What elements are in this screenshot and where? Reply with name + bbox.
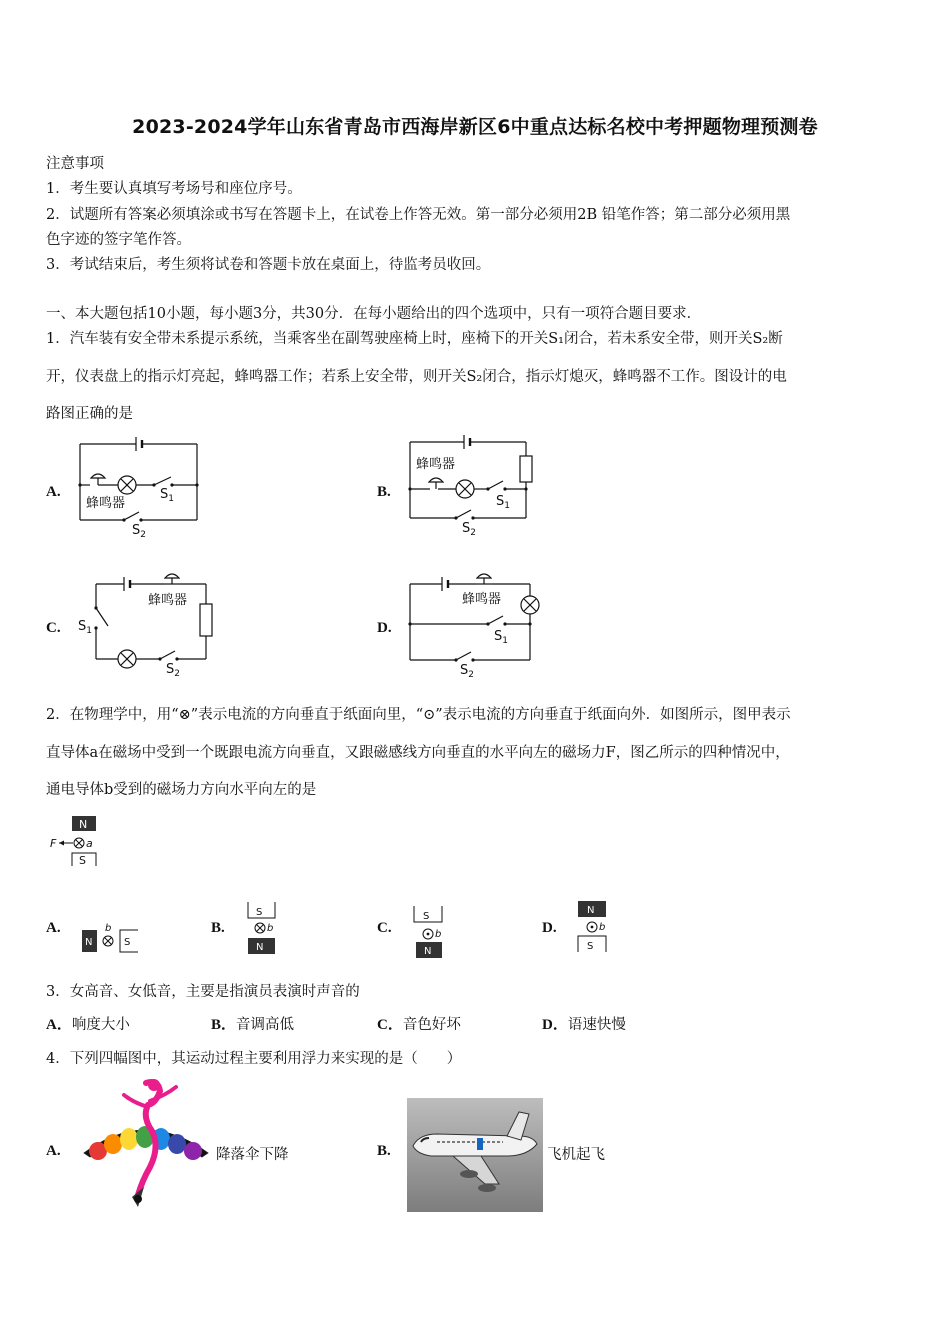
svg-text:S: S (124, 937, 131, 948)
q1-line-1: 1．汽车装有安全带未系提示系统，当乘客坐在副驾驶座椅上时，座椅下的开关S₁闭合，若未系安全带，则开关S₂断 (46, 331, 783, 347)
svg-text:N: N (85, 937, 93, 948)
notice-item-2: 2．试题所有答案必须填涂或书写在答题卡上，在试卷上作答无效。第一部分必须用2B 铅笔作答；第二部分必须用黑 (46, 207, 791, 223)
notice-item-1: 1．考生要认真填写考场号和座位序号。 (46, 181, 302, 197)
q2-option-d-figure (572, 898, 616, 956)
circuit-a-s1-label: $S_1$ (160, 487, 174, 504)
circuit-b-s2-label: $S_2$ (462, 521, 476, 538)
circuit-a-diagram (72, 432, 207, 540)
q2-option-b-figure (242, 898, 282, 958)
circuit-b-diagram (402, 432, 542, 540)
svg-text:b: b (267, 923, 274, 934)
svg-text:S: S (256, 907, 263, 918)
svg-text:N: N (79, 818, 88, 831)
svg-text:N: N (256, 942, 264, 953)
q4-option-b-caption: 飞机起飞 (547, 1147, 605, 1163)
parachute-photo (80, 1077, 212, 1213)
svg-text:F: F (50, 837, 57, 850)
q4-question: 4．下列四幅图中，其运动过程主要利用浮力来实现的是（ ） (46, 1051, 462, 1067)
q1-option-d-label: D. (377, 620, 392, 636)
q4-option-a-caption: 降落伞下降 (216, 1147, 289, 1163)
circuit-d-buzzer-label: 蜂鸣器 (462, 592, 502, 607)
circuit-b-buzzer-label: 蜂鸣器 (416, 457, 456, 472)
svg-text:S: S (587, 941, 594, 952)
q3-option-c: C．音色好坏 (377, 1017, 461, 1033)
q3-option-b: B．音调高低 (211, 1017, 295, 1033)
q2-line-1: 2．在物理学中，用“⊗”表示电流的方向垂直于纸面向里，“⊙”表示电流的方向垂直于纸面向外．如图所示，图甲表示 (46, 707, 791, 723)
q1-option-b-label: B. (377, 484, 391, 500)
q1-line-2: 开，仪表盘上的指示灯亮起，蜂鸣器工作；若系上安全带，则开关S₂闭合，指示灯熄灭，蜂鸣器不工作。图设计的电 (46, 369, 787, 385)
circuit-d-s1-label: $S_1$ (494, 629, 508, 646)
q2-option-a-label: A. (46, 920, 61, 936)
q2-option-c-figure (408, 902, 452, 960)
circuit-b-s1-label: $S_1$ (496, 494, 510, 511)
q1-option-a-label: A. (46, 484, 61, 500)
notice-heading: 注意事项 (46, 156, 104, 172)
section-heading: 一、本大题包括10小题，每小题3分，共30分．在每小题给出的四个选项中，只有一项符合题目要求． (46, 306, 702, 322)
q2-option-d-label: D. (542, 920, 557, 936)
circuit-c-s2-label: $S_2$ (166, 662, 180, 679)
svg-text:N: N (587, 905, 595, 916)
q2-figure-jia (46, 812, 110, 870)
q1-option-c-label: C. (46, 620, 61, 636)
q4-option-a-label: A. (46, 1143, 61, 1159)
svg-text:b: b (435, 929, 442, 940)
svg-text:b: b (599, 922, 606, 933)
svg-text:S: S (423, 911, 430, 922)
page-title: 2023-2024学年山东省青岛市西海岸新区6中重点达标名校中考押题物理预测卷 (132, 116, 818, 138)
q3-question: 3．女高音、女低音，主要是指演员表演时声音的 (46, 984, 360, 1000)
svg-text:N: N (424, 946, 432, 957)
q1-line-3: 路图正确的是 (46, 406, 133, 422)
q4-option-b-label: B. (377, 1143, 391, 1159)
svg-text:b: b (105, 923, 112, 934)
svg-text:a: a (86, 837, 93, 850)
circuit-c-diagram (72, 568, 222, 680)
q2-option-c-label: C. (377, 920, 392, 936)
circuit-d-diagram (402, 568, 552, 680)
notice-item-3: 3．考试结束后，考生须将试卷和答题卡放在桌面上，待监考员收回。 (46, 257, 491, 273)
airplane-photo (407, 1098, 543, 1212)
q2-line-3: 通电导体b受到的磁场力方向水平向左的是 (46, 782, 317, 798)
circuit-d-s2-label: $S_2$ (460, 663, 474, 680)
q2-option-a-figure (78, 918, 142, 958)
circuit-c-s1-label: $S_1$ (78, 619, 92, 636)
q2-line-2: 直导体a在磁场中受到一个既跟电流方向垂直，又跟磁感线方向垂直的水平向左的磁场力F，图乙所示的四种情况中， (46, 745, 790, 761)
q3-option-a: A．响度大小 (46, 1017, 130, 1033)
circuit-a-s2-label: $S_2$ (132, 523, 146, 540)
q3-option-d: D．语速快慢 (542, 1017, 626, 1033)
circuit-a-buzzer-label: 蜂鸣器 (86, 496, 126, 511)
notice-item-2-cont: 色字迹的签字笔作答。 (46, 232, 191, 248)
q2-option-b-label: B. (211, 920, 225, 936)
svg-text:S: S (79, 854, 86, 867)
circuit-c-buzzer-label: 蜂鸣器 (148, 593, 188, 608)
